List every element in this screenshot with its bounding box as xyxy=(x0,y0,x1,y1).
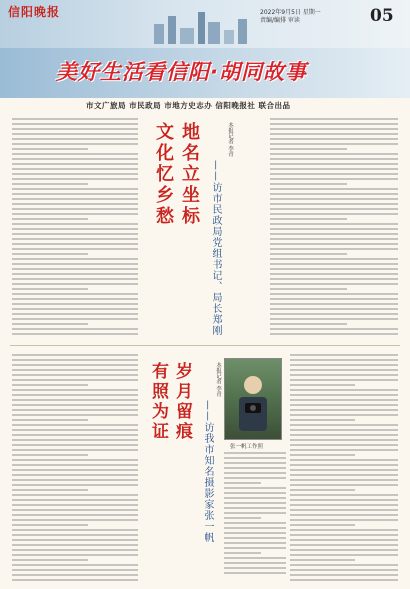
text-line-placeholder xyxy=(290,459,398,461)
text-line-placeholder xyxy=(12,153,138,155)
text-line-placeholder xyxy=(12,404,138,406)
text-line-placeholder xyxy=(12,143,138,145)
text-line-placeholder xyxy=(12,148,88,150)
text-line-placeholder xyxy=(12,243,138,245)
text-line-placeholder xyxy=(290,439,398,441)
text-line-placeholder xyxy=(12,399,138,401)
text-line-placeholder xyxy=(270,143,398,145)
text-line-placeholder xyxy=(290,399,398,401)
story2-headline-part2: 有照为证 xyxy=(148,362,168,442)
text-line-placeholder xyxy=(12,454,88,456)
text-line-placeholder xyxy=(270,173,398,175)
text-line-placeholder xyxy=(12,268,138,270)
text-line-placeholder xyxy=(12,303,138,305)
text-line-placeholder xyxy=(290,424,398,426)
text-line-placeholder xyxy=(270,138,398,140)
text-line-placeholder xyxy=(224,532,286,534)
text-line-placeholder xyxy=(12,504,138,506)
text-line-placeholder xyxy=(224,462,286,464)
date-line xyxy=(260,9,321,25)
text-line-placeholder xyxy=(270,238,398,240)
text-line-placeholder xyxy=(270,263,398,265)
text-line-placeholder xyxy=(12,308,138,310)
text-line-placeholder xyxy=(224,562,286,564)
section-divider xyxy=(10,345,400,346)
text-line-placeholder xyxy=(12,434,138,436)
text-line-placeholder xyxy=(12,389,138,391)
text-line-placeholder xyxy=(270,258,398,260)
text-line-placeholder xyxy=(12,429,138,431)
text-line-placeholder xyxy=(12,444,138,446)
text-line-placeholder xyxy=(270,228,398,230)
text-line-placeholder xyxy=(12,223,138,225)
text-line-placeholder xyxy=(224,572,286,574)
text-line-placeholder xyxy=(12,579,138,581)
text-line-placeholder xyxy=(270,213,398,215)
text-line-placeholder xyxy=(12,554,138,556)
city-skyline-illustration xyxy=(150,4,255,44)
text-line-placeholder xyxy=(290,549,398,551)
text-line-placeholder xyxy=(12,534,138,536)
text-line-placeholder xyxy=(12,409,138,411)
text-line-placeholder xyxy=(12,273,138,275)
text-line-placeholder xyxy=(290,469,398,471)
text-line-placeholder xyxy=(290,359,398,361)
text-line-placeholder xyxy=(12,283,138,285)
text-line-placeholder xyxy=(12,258,138,260)
text-line-placeholder xyxy=(270,218,347,220)
text-line-placeholder xyxy=(12,293,138,295)
story2-headline-second xyxy=(146,362,171,442)
text-line-placeholder xyxy=(224,547,286,549)
text-line-placeholder xyxy=(12,158,138,160)
text-line-placeholder xyxy=(290,534,398,536)
text-line-placeholder xyxy=(270,313,398,315)
text-line-placeholder xyxy=(12,128,138,130)
banner-title: 美好生活看信阳·胡同故事 xyxy=(56,60,307,84)
text-line-placeholder xyxy=(290,509,398,511)
text-line-placeholder xyxy=(290,389,398,391)
text-line-placeholder xyxy=(290,429,398,431)
text-line-placeholder xyxy=(12,414,138,416)
story2-headline xyxy=(170,362,195,442)
text-line-placeholder xyxy=(290,354,398,356)
text-line-placeholder xyxy=(290,374,398,376)
text-line-placeholder xyxy=(290,499,398,501)
text-line-placeholder xyxy=(224,522,286,524)
text-line-placeholder xyxy=(12,549,138,551)
text-line-placeholder xyxy=(224,512,286,514)
text-line-placeholder xyxy=(224,502,286,504)
text-line-placeholder xyxy=(12,359,138,361)
text-line-placeholder xyxy=(12,569,138,571)
text-line-placeholder xyxy=(12,238,138,240)
text-line-placeholder xyxy=(224,527,286,529)
page-header xyxy=(0,0,410,48)
text-line-placeholder xyxy=(12,333,138,335)
text-line-placeholder xyxy=(12,198,138,200)
text-line-placeholder xyxy=(12,248,138,250)
photo-caption: 张一帆工作照 xyxy=(230,444,264,450)
text-line-placeholder xyxy=(290,504,398,506)
text-line-placeholder xyxy=(12,529,138,531)
story1-headline-part1: 地名立坐标 xyxy=(179,122,200,227)
text-line-placeholder xyxy=(12,208,138,210)
text-line-placeholder xyxy=(270,223,398,225)
text-line-placeholder xyxy=(224,567,286,569)
text-line-placeholder xyxy=(290,529,398,531)
page-number: 05 xyxy=(370,6,394,26)
text-line-placeholder xyxy=(12,228,138,230)
text-line-placeholder xyxy=(270,183,347,185)
text-line-placeholder xyxy=(290,434,398,436)
text-line-placeholder xyxy=(12,509,138,511)
text-line-placeholder xyxy=(290,569,398,571)
text-line-placeholder xyxy=(290,474,398,476)
text-line-placeholder xyxy=(12,203,138,205)
text-line-placeholder xyxy=(224,492,286,494)
text-line-placeholder xyxy=(270,243,398,245)
story1-subtitle: ——访市民政局党组书记、局长郑刚 xyxy=(210,160,221,336)
story2-left-column xyxy=(12,354,138,584)
text-line-placeholder xyxy=(12,298,138,300)
text-line-placeholder xyxy=(12,188,138,190)
text-line-placeholder xyxy=(270,128,398,130)
story2-right-column xyxy=(290,354,398,584)
text-line-placeholder xyxy=(290,484,398,486)
text-line-placeholder xyxy=(290,579,398,581)
text-line-placeholder xyxy=(270,318,398,320)
photographer-photo xyxy=(224,358,282,440)
text-line-placeholder xyxy=(270,288,347,290)
text-line-placeholder xyxy=(12,253,88,255)
text-line-placeholder xyxy=(270,303,398,305)
text-line-placeholder xyxy=(224,517,261,519)
text-line-placeholder xyxy=(12,379,138,381)
story1-byline: 本报记者 李青 xyxy=(227,122,233,157)
text-line-placeholder xyxy=(224,537,286,539)
text-line-placeholder xyxy=(12,374,138,376)
text-line-placeholder xyxy=(12,489,88,491)
text-line-placeholder xyxy=(12,424,138,426)
text-line-placeholder xyxy=(12,499,138,501)
story1-headline-part2: 文化忆乡愁 xyxy=(153,122,174,227)
text-line-placeholder xyxy=(224,452,286,454)
text-line-placeholder xyxy=(224,482,261,484)
text-line-placeholder xyxy=(12,364,138,366)
text-line-placeholder xyxy=(290,419,355,421)
text-line-placeholder xyxy=(12,123,138,125)
text-line-placeholder xyxy=(12,168,138,170)
text-line-placeholder xyxy=(224,477,286,479)
text-line-placeholder xyxy=(290,574,398,576)
text-line-placeholder xyxy=(224,552,261,554)
text-line-placeholder xyxy=(290,489,355,491)
text-line-placeholder xyxy=(270,253,347,255)
organizers-line: 市文广旅局 市民政局 市地方史志办 信阳晚报社 联合出品 xyxy=(86,101,291,110)
text-line-placeholder xyxy=(12,559,88,561)
text-line-placeholder xyxy=(224,542,286,544)
text-line-placeholder xyxy=(290,514,398,516)
text-line-placeholder xyxy=(290,554,398,556)
text-line-placeholder xyxy=(270,273,398,275)
text-line-placeholder xyxy=(270,163,398,165)
text-line-placeholder xyxy=(224,472,286,474)
text-line-placeholder xyxy=(270,153,398,155)
text-line-placeholder xyxy=(12,544,138,546)
text-line-placeholder xyxy=(12,288,88,290)
story2-subtitle: ——访我市知名摄影家张一帆 xyxy=(202,400,213,543)
text-line-placeholder xyxy=(290,564,398,566)
text-line-placeholder xyxy=(270,298,398,300)
text-line-placeholder xyxy=(270,203,398,205)
text-line-placeholder xyxy=(12,524,88,526)
text-line-placeholder xyxy=(270,118,398,120)
text-line-placeholder xyxy=(224,497,286,499)
text-line-placeholder xyxy=(290,494,398,496)
text-line-placeholder xyxy=(12,449,138,451)
text-line-placeholder xyxy=(290,394,398,396)
text-line-placeholder xyxy=(270,158,398,160)
text-line-placeholder xyxy=(270,283,398,285)
text-line-placeholder xyxy=(12,118,138,120)
text-line-placeholder xyxy=(12,439,138,441)
text-line-placeholder xyxy=(290,404,398,406)
text-line-placeholder xyxy=(12,384,88,386)
text-line-placeholder xyxy=(12,574,138,576)
text-line-placeholder xyxy=(270,268,398,270)
text-line-placeholder xyxy=(224,507,286,509)
text-line-placeholder xyxy=(290,384,355,386)
text-line-placeholder xyxy=(270,193,398,195)
text-line-placeholder xyxy=(12,494,138,496)
text-line-placeholder xyxy=(12,539,138,541)
text-line-placeholder xyxy=(270,148,347,150)
text-line-placeholder xyxy=(270,208,398,210)
text-line-placeholder xyxy=(270,333,398,335)
text-line-placeholder xyxy=(270,233,398,235)
story1-right-column xyxy=(270,118,398,338)
text-line-placeholder xyxy=(290,559,355,561)
text-line-placeholder xyxy=(224,457,286,459)
text-line-placeholder xyxy=(290,449,398,451)
text-line-placeholder xyxy=(270,168,398,170)
story2-byline: 本报记者 李青 xyxy=(215,362,221,397)
text-line-placeholder xyxy=(224,557,286,559)
text-line-placeholder xyxy=(12,469,138,471)
text-line-placeholder xyxy=(12,369,138,371)
text-line-placeholder xyxy=(12,328,138,330)
text-line-placeholder xyxy=(270,278,398,280)
text-line-placeholder xyxy=(12,564,138,566)
text-line-placeholder xyxy=(12,163,138,165)
text-line-placeholder xyxy=(12,354,138,356)
text-line-placeholder xyxy=(270,198,398,200)
text-line-placeholder xyxy=(12,479,138,481)
text-line-placeholder xyxy=(12,133,138,135)
text-line-placeholder xyxy=(12,178,138,180)
text-line-placeholder xyxy=(12,318,138,320)
masthead: 信阳晚报 xyxy=(8,5,61,19)
text-line-placeholder xyxy=(12,213,138,215)
text-line-placeholder xyxy=(12,263,138,265)
text-line-placeholder xyxy=(290,544,398,546)
text-line-placeholder xyxy=(12,419,88,421)
story1-left-column xyxy=(12,118,138,338)
text-line-placeholder xyxy=(290,524,355,526)
text-line-placeholder xyxy=(270,308,398,310)
text-line-placeholder xyxy=(12,278,138,280)
text-line-placeholder xyxy=(290,454,355,456)
text-line-placeholder xyxy=(290,364,398,366)
text-line-placeholder xyxy=(290,444,398,446)
text-line-placeholder xyxy=(12,459,138,461)
text-line-placeholder xyxy=(270,248,398,250)
text-line-placeholder xyxy=(12,313,138,315)
text-line-placeholder xyxy=(224,487,286,489)
text-line-placeholder xyxy=(270,178,398,180)
text-line-placeholder xyxy=(270,123,398,125)
text-line-placeholder xyxy=(12,218,88,220)
text-line-placeholder xyxy=(12,474,138,476)
text-line-placeholder xyxy=(290,464,398,466)
text-line-placeholder xyxy=(12,323,88,325)
text-line-placeholder xyxy=(270,323,347,325)
editor-credits: 责编/编排 审读 xyxy=(260,17,300,24)
text-line-placeholder xyxy=(290,379,398,381)
text-line-placeholder xyxy=(290,409,398,411)
text-line-placeholder xyxy=(290,519,398,521)
text-line-placeholder xyxy=(12,484,138,486)
text-line-placeholder xyxy=(270,328,398,330)
text-line-placeholder xyxy=(270,133,398,135)
story1-headline-second xyxy=(150,122,176,227)
text-line-placeholder xyxy=(12,173,138,175)
issue-date: 2022年9月5日 星期一 xyxy=(260,9,321,16)
text-line-placeholder xyxy=(12,138,138,140)
story2-middle-column xyxy=(224,452,286,577)
text-line-placeholder xyxy=(12,514,138,516)
text-line-placeholder xyxy=(290,414,398,416)
text-line-placeholder xyxy=(12,394,138,396)
story2-headline-part1: 岁月留痕 xyxy=(172,362,192,442)
story1-headline xyxy=(176,122,202,227)
text-line-placeholder xyxy=(12,519,138,521)
text-line-placeholder xyxy=(270,293,398,295)
text-line-placeholder xyxy=(290,539,398,541)
text-line-placeholder xyxy=(290,479,398,481)
text-line-placeholder xyxy=(12,183,88,185)
text-line-placeholder xyxy=(12,233,138,235)
person-with-camera-icon xyxy=(225,359,281,439)
text-line-placeholder xyxy=(12,464,138,466)
text-line-placeholder xyxy=(12,193,138,195)
text-line-placeholder xyxy=(224,467,286,469)
text-line-placeholder xyxy=(290,369,398,371)
text-line-placeholder xyxy=(270,188,398,190)
